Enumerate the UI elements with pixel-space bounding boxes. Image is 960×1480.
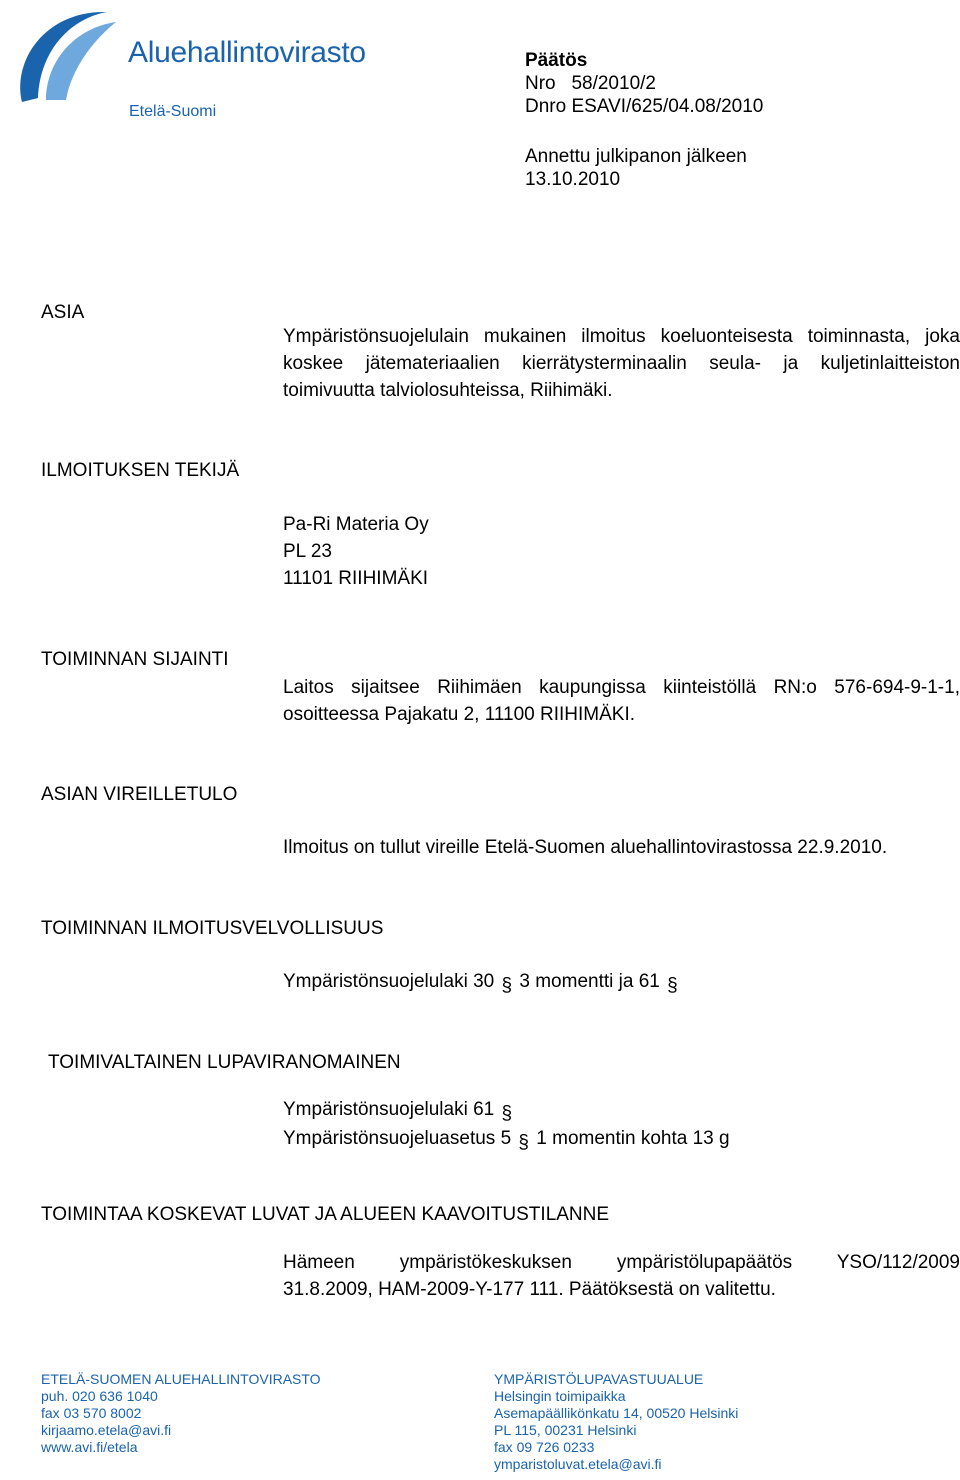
agency-name: Aluehallintovirasto [128,36,366,69]
region-label: Etelä-Suomi [129,103,217,120]
footer-fax: fax 03 570 8002 [41,1405,142,1421]
section-heading-asia: ASIA [41,302,85,323]
section-text-sijainti: Laitos sijaitsee Riihimäen kaupungissa kiinteistöllä RN:o 576-694-9-1-1, osoitteessa Pajakatu 2, 11100 RIIHIMÄKI. [283,677,960,725]
applicant-po-box: PL 23 [283,541,332,562]
permits-line-1: Hämeen ympäristökeskuksen ympäristölupapäätös YSO/112/2009 [283,1252,960,1273]
applicant-address [283,511,960,592]
footer-unit-name: YMPÄRISTÖLUPAVASTUUALUE [494,1371,704,1387]
section-sign-icon: § [501,975,513,996]
section-text-ilmoitusvelvollisuus [283,968,960,999]
section-sign-icon: § [501,1103,513,1124]
section-heading-tekija: ILMOITUKSEN TEKIJÄ [41,460,240,481]
applicant-postal: 11101 RIIHIMÄKI [283,568,429,589]
applicant-name: Pa-Ri Materia Oy [283,514,429,535]
footer-email: kirjaamo.etela@avi.fi [41,1422,172,1438]
footer-org-name: ETELÄ-SUOMEN ALUEHALLINTOVIRASTO [41,1371,321,1387]
law-reference-detail: 3 momentti ja 61 [519,971,660,992]
section-text-vireilletulo: Ilmoitus on tullut vireille Etelä-Suomen aluehallintovirastossa 22.9.2010. [283,837,888,858]
authority-decree-line [283,1126,960,1155]
section-heading-lupaviranomainen: TOIMIVALTAINEN LUPAVIRANOMAINEN [48,1052,401,1073]
footer-office: Helsingin toimipaikka [494,1388,626,1404]
authority-law-line [283,1097,960,1126]
section-heading-ilmoitusvelvollisuus: TOIMINNAN ILMOITUSVELVOLLISUUS [41,918,384,939]
decision-number: Nro 58/2010/2 [525,73,656,94]
footer-website: www.avi.fi/etela [41,1439,138,1455]
logo-swoosh-icon [12,4,122,104]
law-reference: Ympäristönsuojelulaki 30 [283,971,495,992]
document-type: Päätös [525,50,588,71]
footer-po-box: PL 115, 00231 Helsinki [494,1422,637,1438]
section-heading-luvat: TOIMINTAA KOSKEVAT LUVAT JA ALUEEN KAAVOITUSTILANNE [41,1204,610,1225]
section-sign-icon: § [667,975,678,996]
footer-fax-right: fax 09 726 0233 [494,1439,595,1455]
authority-decree: Ympäristönsuojeluasetus 5 [283,1128,512,1149]
section-heading-sijainti: TOIMINNAN SIJAINTI [41,649,229,670]
record-number: Dnro ESAVI/625/04.08/2010 [525,96,764,117]
authority-decree-detail: 1 momentin kohta 13 g [536,1128,730,1149]
permits-line-2: 31.8.2009, HAM-2009-Y-177 111. Päätöksestä on valitettu. [283,1279,776,1300]
footer-right [494,1371,738,1473]
section-sign-icon: § [518,1132,529,1153]
authority-law: Ympäristönsuojelulaki 61 [283,1099,495,1120]
footer-left [41,1371,321,1456]
section-heading-vireilletulo: ASIAN VIREILLETULO [41,784,238,805]
agency-logo [12,4,122,104]
publication-date: 13.10.2010 [525,169,621,190]
section-text-lupaviranomainen [283,1097,960,1155]
footer-email-right: ymparistoluvat.etela@avi.fi [494,1456,662,1472]
section-text-luvat [283,1249,960,1303]
publication-label: Annettu julkipanon jälkeen [525,146,747,167]
footer-phone: puh. 020 636 1040 [41,1388,158,1404]
section-text-asia: Ympäristönsuojelulain mukainen ilmoitus koeluonteisesta toiminnasta, joka koskee jätemateriaalien kierrätysterminaalin seula- ja kuljetinlaitteiston toimivuutta talviolosuhteissa, Riihimäki. [283,326,960,401]
footer-street-address: Asemapäällikönkatu 14, 00520 Helsinki [494,1405,739,1421]
